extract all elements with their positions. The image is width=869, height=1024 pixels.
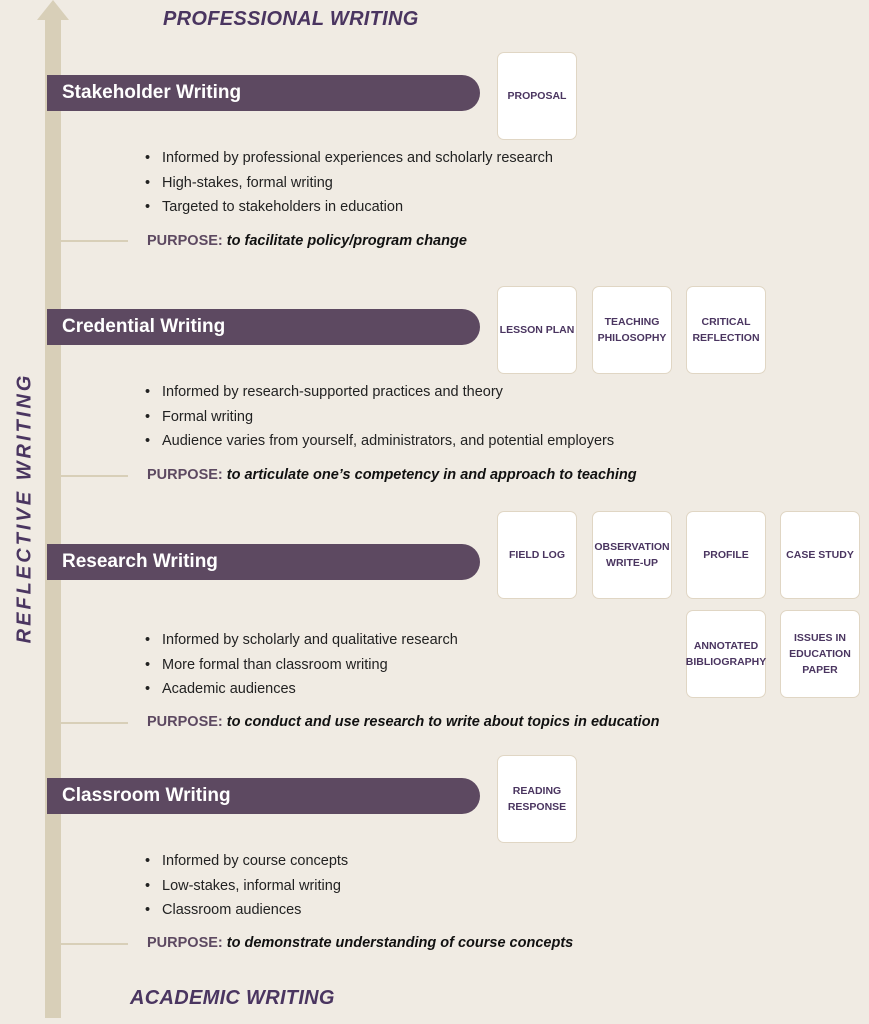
bullet-item: • Informed by scholarly and qualitative research bbox=[145, 632, 458, 648]
card-annotated-bibliography: ANNOTATED BIBLIOGRAPHY bbox=[686, 610, 766, 698]
purpose-classroom: PURPOSE: to demonstrate understanding of course concepts bbox=[147, 935, 574, 951]
card-reading-response: READING RESPONSE bbox=[497, 755, 577, 843]
vertical-axis bbox=[45, 18, 61, 1018]
card-proposal: PROPOSAL bbox=[497, 52, 577, 140]
card-teaching-philosophy: TEACHING PHILOSOPHY bbox=[592, 286, 672, 374]
bullet-list-stakeholder bbox=[145, 146, 553, 220]
bullet-item: • High-stakes, formal writing bbox=[145, 174, 333, 191]
purpose-stakeholder: PURPOSE: to facilitate policy/program change bbox=[147, 233, 467, 249]
axis-tick bbox=[60, 475, 128, 477]
purpose-credential: PURPOSE: to articulate one’s competency in and approach to teaching bbox=[147, 467, 637, 483]
axis-tick bbox=[60, 240, 128, 242]
bullet-item: • More formal than classroom writing bbox=[145, 656, 388, 673]
bullet-item: • Informed by professional experiences and scholarly research bbox=[145, 150, 553, 166]
axis-tick bbox=[60, 722, 128, 724]
bullet-list-classroom bbox=[145, 849, 348, 923]
card-issues-in-education-paper: ISSUES IN EDUCATION PAPER bbox=[780, 610, 860, 698]
section-banner-stakeholder: Stakeholder Writing bbox=[47, 75, 480, 111]
section-banner-research: Research Writing bbox=[47, 544, 480, 580]
card-field-log: FIELD LOG bbox=[497, 511, 577, 599]
bullet-item: • Informed by research-supported practices and theory bbox=[145, 384, 503, 400]
axis-label-reflective: REFLECTIVE WRITING bbox=[13, 372, 36, 644]
card-case-study: CASE STUDY bbox=[780, 511, 860, 599]
bullet-item: • Low-stakes, informal writing bbox=[145, 877, 341, 894]
bullet-item: • Academic audiences bbox=[145, 681, 296, 697]
card-profile: PROFILE bbox=[686, 511, 766, 599]
axis-label-professional: PROFESSIONAL WRITING bbox=[163, 8, 419, 30]
bullet-item: • Classroom audiences bbox=[145, 902, 302, 918]
axis-arrow-icon bbox=[37, 0, 69, 20]
bullet-item: • Audience varies from yourself, administrators, and potential employers bbox=[145, 433, 615, 449]
bullet-item: • Targeted to stakeholders in education bbox=[145, 199, 404, 215]
section-banner-credential: Credential Writing bbox=[47, 309, 480, 345]
bullet-item: • Formal writing bbox=[145, 408, 254, 425]
axis-tick bbox=[60, 943, 128, 945]
bullet-item: • Informed by course concepts bbox=[145, 853, 349, 869]
bullet-list-research bbox=[145, 628, 458, 702]
purpose-research: PURPOSE: to conduct and use research to write about topics in education bbox=[147, 714, 660, 730]
card-observation-write-up: OBSERVATION WRITE-UP bbox=[592, 511, 672, 599]
axis-label-academic: ACADEMIC WRITING bbox=[130, 987, 335, 1009]
section-banner-classroom: Classroom Writing bbox=[47, 778, 480, 814]
bullet-list-credential bbox=[145, 380, 614, 454]
card-critical-reflection: CRITICAL REFLECTION bbox=[686, 286, 766, 374]
card-lesson-plan: LESSON PLAN bbox=[497, 286, 577, 374]
